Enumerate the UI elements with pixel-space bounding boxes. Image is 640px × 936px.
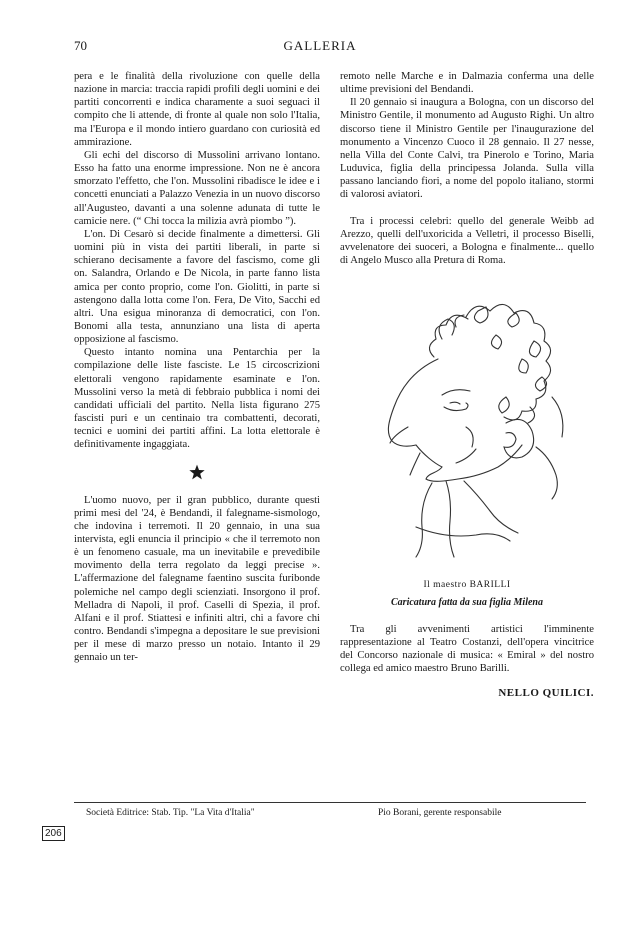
paragraph: Il 20 gennaio si inaugura a Bologna, con un discorso del Ministro Gentile, il monumento ad Augusto Righi. Un altro discorso tiene il Ministro Gentile per l'inaugurazione del monumento a Vincenzo Cuoco il 28 gennaio. Il 27 nesse, nella Villa del Conte Calvi, tra Pinerolo e Torino, Maria Luduvica, figlia della principessa Jolanda. Sulla villa passano lanciando fiori, a nome del popolo italiano, stormi di valorosi aviatori. bbox=[340, 97, 594, 201]
footer-divider bbox=[74, 802, 586, 803]
paragraph: remoto nelle Marche e in Dalmazia conferma una delle ultime previsioni del Bendandi. bbox=[340, 71, 594, 96]
paragraph: L'on. Di Cesarò si decide finalmente a dimettersi. Gli uomini più in vista dei partiti liberali, in parte si schierano decisamente a favore del fascismo, come gli on. Salandra, Orlando e De Nicola, in parte fanno lista amica per conto proprio, come l'on. Giolitti, in parte si astengono dalla lotta come l'on. Fera, De Vito, Sacchi ed altri. Una esigua minoranza di democratici, con l'on. Bonomi alla testa, annunziano una lista di aperta opposizione al fascismo. bbox=[74, 228, 320, 346]
page-number: 70 bbox=[74, 38, 87, 53]
running-title: GALLERIA bbox=[283, 38, 357, 53]
figure-caption: Caricatura fatta da sua figlia Milena bbox=[391, 597, 543, 609]
section-separator bbox=[74, 452, 320, 494]
manager-line: Pio Borani, gerente responsabile bbox=[378, 808, 502, 818]
left-column bbox=[74, 70, 320, 665]
page-stamp: 206 bbox=[42, 826, 65, 841]
paragraph: Tra i processi celebri: quello del generale Weibb ad Arezzo, quelli dell'uxoricida a Velletri, il processo Biselli, avvelenatore dei suoceri, a Bologna e finalmente... quello di Angelo Musco alla Pretura di Roma. bbox=[340, 215, 594, 267]
caricature-drawing bbox=[346, 277, 586, 577]
author-signature: NELLO QUILICI. bbox=[498, 687, 594, 700]
paragraph: Tra gli avvenimenti artistici l'imminente rappresentazione al Teatro Costanzi, dell'opera vincitrice del Concorso nazionale di musica: « Emiral » del nostro collega ed amico maestro Bruno Barilli. bbox=[340, 623, 594, 674]
publisher-line: Società Editrice: Stab. Tip. "La Vita d'Italia" bbox=[86, 808, 255, 818]
figure-title: Il maestro BARILLI bbox=[423, 580, 511, 591]
paragraph: pera e le finalità della rivoluzione con quelle della nazione in marcia: traccia rapidi profili degli uomini e dei partiti concorrenti e indica charamente a suoi seguaci il compito che li attende, di fronte al quale non solo l'Italia, ma l'Europa e il mondo intiero guardano con curiosità ed ammirazione. bbox=[74, 71, 320, 148]
star-icon bbox=[189, 464, 205, 480]
paragraph: Questo intanto nomina una Pentarchia per la compilazione delle liste fasciste. Le 15 circoscrizioni elettorali vengono rapidamente esaminate e l'on. Mussolini verso la metà di febbraio pubblica i nomi dei candidati ufficiali del partito. Nella lista figurano 275 fascisti puri e un centinaio tra combattenti, decorati, tecnici e uomini dei partiti affini. La lotta elettorale è definitivamente ingaggiata. bbox=[74, 347, 320, 451]
paragraph: L'uomo nuovo, per il gran pubblico, durante questi primi mesi del '24, è Bendandi, il falegname-sismologo, che indovina i terremoti. Il 20 gennaio, in una sua intervista, egli enuncia il principio « che il terremoto non è un fenomeno casuale, ma un inevitabile e prevedibile movimento della terra regolato da leggi precise ». L'affermazione del falegname faentino suscita furibonde polemiche nel campo degli scienziati. Insorgono il prof. Melladra di Napoli, il prof. Caselli di Spezia, il prof. Alfani e il prof. Stiattesi e infiniti altri, chi a favore chi contro. Bendandi s'impegna a depositare le sue previsioni per il mese di marzo presso un notaio. Intanto il 29 gennaio un ter- bbox=[74, 494, 320, 664]
right-column bbox=[340, 70, 594, 700]
paragraph: Gli echi del discorso di Mussolini arrivano lontano. Esso ha fatto una enorme impressione. Non ne è ancora smorzato l'effetto, che l'on. Mussolini ribadisce le idee e i concetti enunciati a Palazzo Venezia in un nuovo discorso all'Augusteo, davanti a una solenne adunata di tutte le camicie nere. (“ Chi tocca la milizia avrà piombo ”). bbox=[74, 149, 320, 227]
